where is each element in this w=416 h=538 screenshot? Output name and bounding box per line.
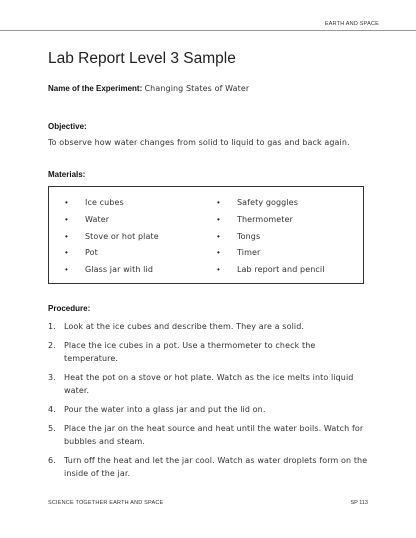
material-item [65,215,159,232]
material-label: Tongs [237,231,261,241]
material-label: Water [85,214,110,224]
step-text: Place the jar on the heat source and heat until the water boils. Watch for bubbles and steam. [64,424,364,446]
bullet: • [65,265,68,275]
material-item [65,248,159,265]
step-number: 4. [48,405,56,414]
procedure-step [48,371,368,397]
materials-heading: Materials: [48,170,86,179]
experiment-name [48,84,249,93]
bullet: • [217,248,220,258]
material-label: Lab report and pencil [237,265,325,275]
materials-right-column [217,198,325,282]
bullet: • [65,214,68,224]
material-label: Ice cubes [85,198,124,207]
bullet: • [65,231,68,241]
page-title: Lab Report Level 3 Sample [48,50,236,67]
bullet: • [217,214,220,224]
bullet: • [65,198,68,207]
material-item [217,198,325,215]
material-label: Safety goggles [237,198,298,207]
bullet: • [217,198,220,207]
step-number: 6. [48,456,56,465]
procedure-heading: Procedure: [48,304,91,313]
page-number: SP 113 [350,500,368,506]
step-text: Place the ice cubes in a pot. Use a thermometer to check the temperature. [64,341,316,363]
material-item [65,232,159,249]
step-text: Heat the pot on a stove or hot plate. Watch as the ice melts into liquid water. [64,373,354,395]
step-text: Turn off the heat and let the jar cool. Watch as water droplets form on the inside of the jar. [64,456,368,478]
materials-box [48,186,364,284]
bullet: • [217,231,220,241]
step-text: Look at the ice cubes and describe them. They are a solid. [64,322,305,331]
material-label: Timer [237,248,261,258]
material-label: Glass jar with lid [85,265,153,275]
header-rule [0,30,416,31]
step-number: 2. [48,341,56,350]
material-item [65,198,159,215]
procedure-step [48,403,368,416]
material-label: Thermometer [237,214,293,224]
procedure-step [48,339,368,365]
experiment-value: Changing States of Water [144,84,250,93]
procedure-step [48,320,368,333]
procedure-step [48,422,368,448]
material-label: Pot [85,248,98,258]
section-label: EARTH AND SPACE [319,21,379,27]
footer-series-label: SCIENCE TOGETHER EARTH AND SPACE [48,500,164,506]
step-number: 1. [48,322,56,331]
step-number: 5. [48,424,56,433]
step-text: Pour the water into a glass jar and put the lid on. [64,405,266,414]
experiment-label: Name of the Experiment: [48,84,143,93]
material-label: Stove or hot plate [85,231,159,241]
material-item [65,265,159,282]
material-item [217,248,325,265]
procedure-list [48,320,368,486]
material-item [217,215,325,232]
objective-heading: Objective: [48,122,87,131]
procedure-step [48,454,368,480]
bullet: • [217,265,220,275]
objective-text: To observe how water changes from solid to liquid to gas and back again. [48,138,350,147]
step-number: 3. [48,373,56,382]
materials-left-column [65,198,159,282]
bullet: • [65,248,68,258]
material-item [217,232,325,249]
material-item [217,265,325,282]
